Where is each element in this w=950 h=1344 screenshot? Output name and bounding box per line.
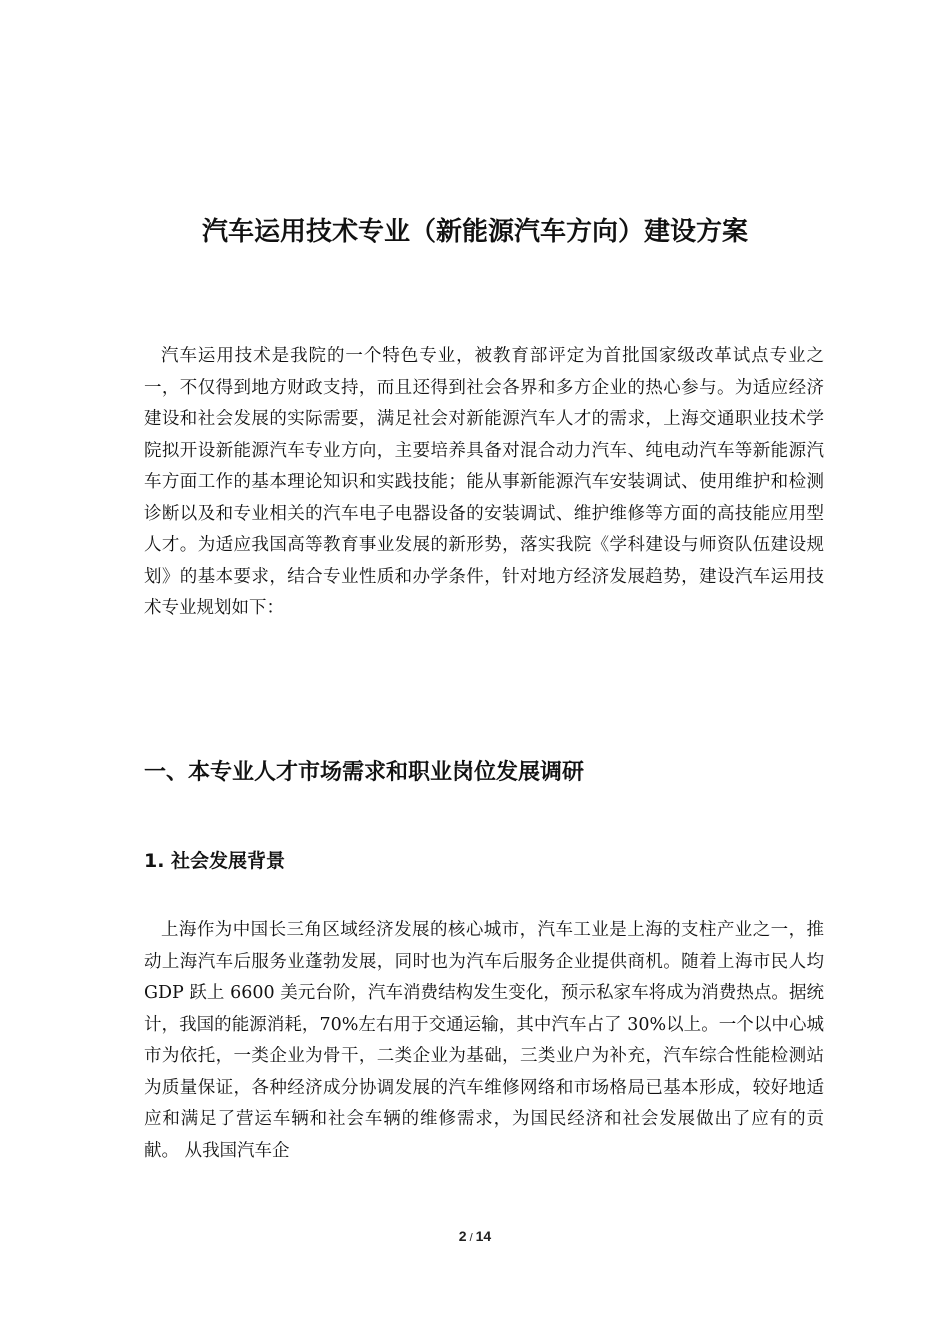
subsection-heading: 1. 社会发展背景: [144, 850, 286, 872]
current-page-number: 2: [458, 1228, 467, 1244]
page-number: [0, 1225, 950, 1249]
section-heading: 一、本专业人才市场需求和职业岗位发展调研: [144, 760, 585, 785]
total-page-count: 14: [475, 1228, 492, 1244]
page-separator: /: [469, 1232, 473, 1244]
intro-paragraph: 汽车运用技术是我院的一个特色专业，被教育部评定为首批国家级改革试点专业之一，不仅得到地方财政支持，而且还得到社会各界和多方企业的热心参与。为适应经济建设和社会发展的实际需要，满足社会对新能源汽车人才的需求，上海交通职业技术学院拟开设新能源汽车专业方向，主要培养具备对混合动力汽车、纯电动汽车等新能源汽车方面工作的基本理论知识和实践技能；能从事新能源汽车安装调试、使用维护和检测诊断以及和专业相关的汽车电子电器设备的安装调试、维护维修等方面的高技能应用型人才。为适应我国高等教育事业发展的新形势，落实我院《学科建设与师资队伍建设规划》的基本要求，结合专业性质和办学条件，针对地方经济发展趋势，建设汽车运用技术专业规划如下：: [144, 346, 824, 618]
document-title: 汽车运用技术专业（新能源汽车方向）建设方案: [201, 217, 748, 247]
background-paragraph: 上海作为中国长三角区域经济发展的核心城市，汽车工业是上海的支柱产业之一，推动上海汽车后服务业蓬勃发展，同时也为汽车后服务企业提供商机。随着上海市民人均 GDP 跃上 6600 美元台阶，汽车消费结构发生变化，预示私家车将成为消费热点。据统计，我国的能源消耗，70%左右用于交通运输，其中汽车占了 30%以上。一个以中心城市为依托，一类企业为骨干，二类企业为基础，三类业户为补充，汽车综合性能检测站为质量保证，各种经济成分协调发展的汽车维修网络和市场格局已基本形成，较好地适应和满足了营运车辆和社会车辆的维修需求，为国民经济和社会发展做出了应有的贡献。 从我国汽车企: [144, 920, 824, 1161]
